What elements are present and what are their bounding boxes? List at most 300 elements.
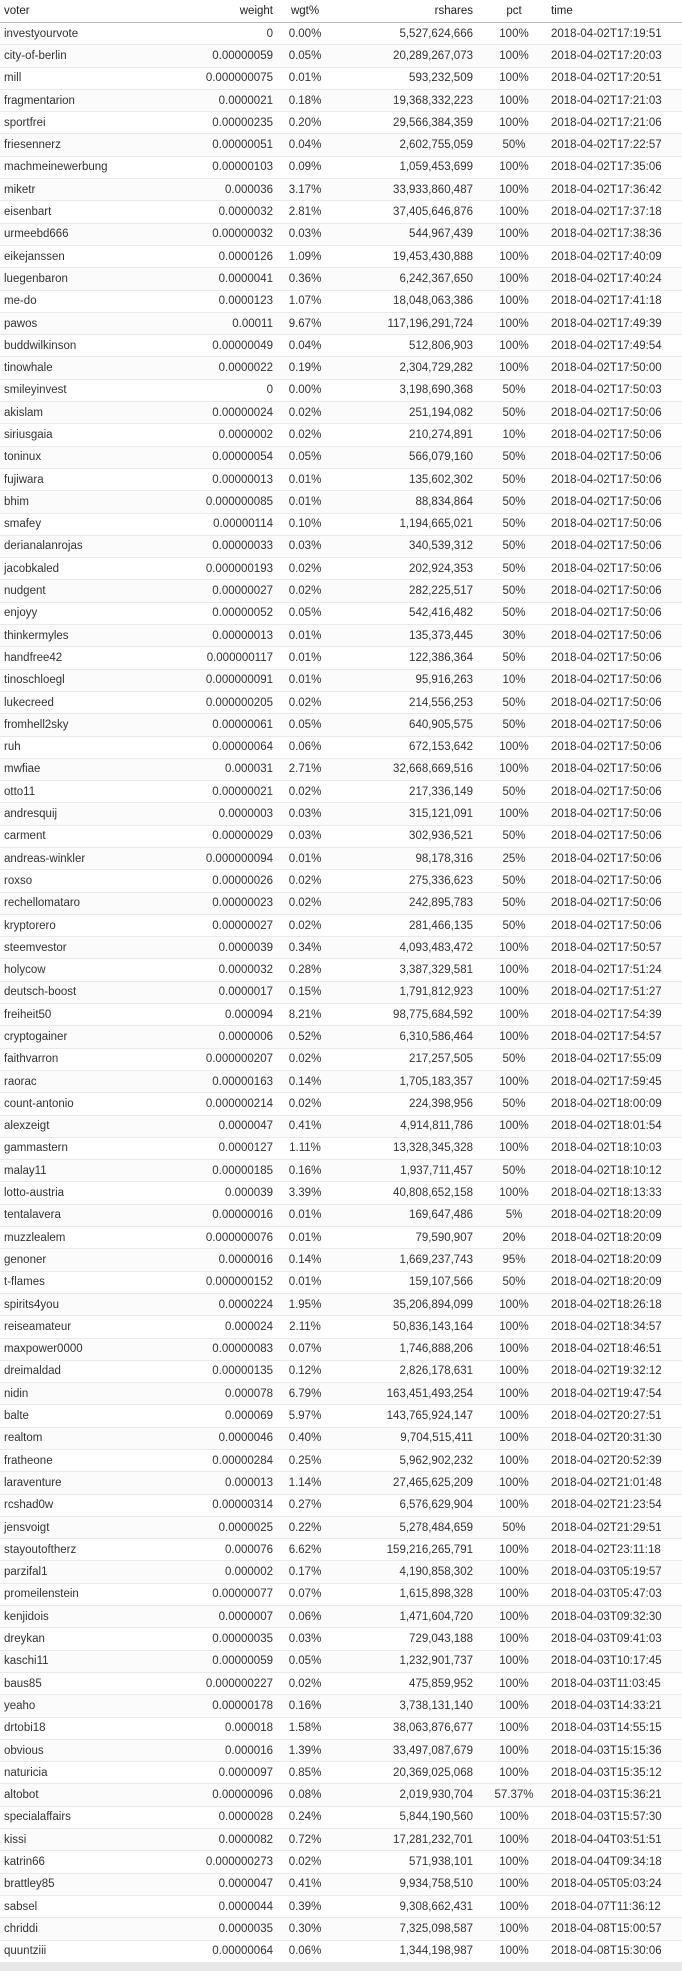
weight-cell: 0.00000059 [175,1650,277,1672]
weight-cell: 0.000000273 [175,1851,277,1873]
table-row [0,1739,682,1761]
voter-cell[interactable]: ruh [0,736,175,758]
weight-cell: 0.000000075 [175,67,277,89]
voter-cell[interactable]: count-antonio [0,1093,175,1115]
wgt-percent-cell: 1.09% [277,245,333,267]
pct-cell: 95% [485,1249,543,1271]
voter-cell[interactable]: faithvarron [0,1048,175,1070]
wgt-percent-cell: 0.01% [277,669,333,691]
voter-cell[interactable]: spirits4you [0,1293,175,1315]
voter-cell[interactable]: smileyinvest [0,379,175,401]
table-row [0,1271,682,1293]
wgt-percent-cell: 0.01% [277,1204,333,1226]
table-row [0,468,682,490]
wgt-percent-cell: 0.14% [277,1249,333,1271]
wgt-percent-cell: 0.01% [277,67,333,89]
wgt-percent-cell: 2.81% [277,201,333,223]
table-row [0,1137,682,1159]
table-row [0,134,682,156]
time-cell: 2018-04-02T17:21:03 [543,89,682,111]
horizontal-scrollbar[interactable] [0,1962,682,1971]
weight-cell: 0.000000193 [175,558,277,580]
table-row [0,1004,682,1026]
voter-cell[interactable]: freiheit50 [0,1004,175,1026]
voter-cell[interactable]: yeaho [0,1695,175,1717]
rshares-cell: 37,405,646,876 [333,201,485,223]
voter-cell[interactable]: sabsel [0,1895,175,1917]
pct-cell: 50% [485,513,543,535]
wgt-percent-cell: 0.02% [277,1048,333,1070]
voter-cell[interactable]: mill [0,67,175,89]
table-row [0,379,682,401]
pct-cell: 100% [485,1383,543,1405]
table-row [0,1895,682,1917]
rshares-cell: 20,369,025,068 [333,1762,485,1784]
wgt-percent-cell: 0.34% [277,937,333,959]
rshares-cell: 566,079,160 [333,446,485,468]
wgt-percent-cell: 3.17% [277,179,333,201]
voter-cell[interactable]: siriusgaia [0,424,175,446]
wgt-percent-cell: 3.39% [277,1182,333,1204]
pct-cell: 100% [485,1539,543,1561]
rshares-cell: 1,232,901,737 [333,1650,485,1672]
voter-cell[interactable]: parzifal1 [0,1561,175,1583]
time-cell: 2018-04-02T17:50:03 [543,379,682,401]
time-cell: 2018-04-02T17:50:06 [543,625,682,647]
time-cell: 2018-04-02T17:54:57 [543,1026,682,1048]
rshares-cell: 4,914,811,786 [333,1115,485,1137]
rshares-cell: 19,453,430,888 [333,245,485,267]
voter-cell[interactable]: baus85 [0,1672,175,1694]
voter-cell[interactable]: otto11 [0,781,175,803]
pct-cell: 50% [485,491,543,513]
rshares-cell: 9,308,662,431 [333,1895,485,1917]
pct-cell: 50% [485,379,543,401]
voter-cell[interactable]: jacobkaled [0,558,175,580]
voter-cell[interactable]: naturicia [0,1762,175,1784]
time-cell: 2018-04-02T17:50:06 [543,736,682,758]
table-row [0,23,682,45]
voter-cell[interactable]: tinowhale [0,357,175,379]
rshares-cell: 117,196,291,724 [333,312,485,334]
weight-cell: 0.00000178 [175,1695,277,1717]
time-cell: 2018-04-02T17:51:24 [543,959,682,981]
table-row [0,1717,682,1739]
table-row [0,1204,682,1226]
wgt-percent-cell: 0.14% [277,1070,333,1092]
voter-cell[interactable]: nudgent [0,580,175,602]
rshares-cell: 242,895,783 [333,892,485,914]
voter-cell[interactable]: andresquij [0,803,175,825]
pct-cell: 100% [485,1717,543,1739]
weight-cell: 0.0000044 [175,1895,277,1917]
table-row [0,535,682,557]
voter-cell[interactable]: kenjidois [0,1606,175,1628]
voter-cell[interactable]: quuntziii [0,1940,175,1962]
rshares-cell: 19,368,332,223 [333,89,485,111]
voter-cell[interactable]: deutsch-boost [0,981,175,1003]
voter-cell[interactable]: miketr [0,179,175,201]
voter-cell[interactable]: specialaffairs [0,1806,175,1828]
voter-cell[interactable]: t-flames [0,1271,175,1293]
wgt-percent-cell: 0.01% [277,468,333,490]
time-cell: 2018-04-02T18:34:57 [543,1316,682,1338]
voter-cell[interactable]: tentalavera [0,1204,175,1226]
voter-cell[interactable]: jensvoigt [0,1516,175,1538]
table-row [0,1695,682,1717]
table-row [0,112,682,134]
voter-cell[interactable]: cryptogainer [0,1026,175,1048]
voter-cell[interactable]: kaschi11 [0,1650,175,1672]
rshares-cell: 135,373,445 [333,625,485,647]
weight-header[interactable]: weight [175,0,277,23]
time-cell: 2018-04-02T17:38:36 [543,223,682,245]
weight-cell: 0.0000097 [175,1762,277,1784]
pct-cell: 100% [485,1695,543,1717]
rshares-cell: 9,704,515,411 [333,1427,485,1449]
table-row [0,981,682,1003]
wgt-percent-cell: 0.12% [277,1360,333,1382]
weight-cell: 0.00000059 [175,45,277,67]
voter-cell[interactable]: balte [0,1405,175,1427]
time-cell: 2018-04-02T21:23:54 [543,1494,682,1516]
weight-cell: 0.0000016 [175,1249,277,1271]
voter-cell[interactable]: me-do [0,290,175,312]
rshares-header[interactable]: rshares [333,0,485,23]
voter-cell[interactable]: derianalanrojas [0,535,175,557]
table-row [0,1650,682,1672]
voter-cell[interactable]: eikejanssen [0,245,175,267]
voter-cell[interactable]: fragmentarion [0,89,175,111]
table-row [0,1293,682,1315]
time-cell: 2018-04-03T15:36:21 [543,1784,682,1806]
weight-cell: 0 [175,23,277,45]
wgt-percent-cell: 0.02% [277,1672,333,1694]
voter-cell[interactable]: eisenbart [0,201,175,223]
voter-cell[interactable]: enjoyy [0,602,175,624]
time-cell: 2018-04-02T17:50:06 [543,446,682,468]
voter-cell[interactable]: stayoutoftherz [0,1539,175,1561]
voter-cell[interactable]: muzzlealem [0,1227,175,1249]
voter-cell[interactable]: dreykan [0,1628,175,1650]
pct-cell: 50% [485,134,543,156]
voter-cell[interactable]: carment [0,825,175,847]
voter-cell[interactable]: urmeebd666 [0,223,175,245]
voter-cell[interactable]: maxpower0000 [0,1338,175,1360]
pct-cell: 100% [485,1004,543,1026]
voter-cell[interactable]: rcshad0w [0,1494,175,1516]
voter-cell[interactable]: friesennerz [0,134,175,156]
weight-cell: 0.00000051 [175,134,277,156]
voter-cell[interactable]: investyourvote [0,23,175,45]
pct-cell: 50% [485,825,543,847]
pct-cell: 100% [485,1427,543,1449]
weight-cell: 0.000013 [175,1472,277,1494]
voter-header[interactable]: voter [0,0,175,23]
weight-cell: 0.000039 [175,1182,277,1204]
wgt-percent-cell: 0.00% [277,379,333,401]
time-cell: 2018-04-02T17:22:57 [543,134,682,156]
voter-cell[interactable]: handfree42 [0,647,175,669]
pct-cell: 100% [485,1338,543,1360]
table-row [0,625,682,647]
pct-header[interactable]: pct [485,0,543,23]
wgt-percent-cell: 0.15% [277,981,333,1003]
voter-cell[interactable]: brattley85 [0,1873,175,1895]
wgt-percent-cell: 0.01% [277,1271,333,1293]
time-cell: 2018-04-03T15:57:30 [543,1806,682,1828]
table-row [0,89,682,111]
table-row [0,1494,682,1516]
voter-cell[interactable]: luegenbaron [0,268,175,290]
time-cell: 2018-04-02T17:50:06 [543,513,682,535]
table-row [0,914,682,936]
voter-cell[interactable]: fromhell2sky [0,714,175,736]
weight-cell: 0.000031 [175,758,277,780]
voter-cell[interactable]: toninux [0,446,175,468]
time-cell: 2018-04-03T15:15:36 [543,1739,682,1761]
weight-cell: 0.0000025 [175,1516,277,1538]
voter-cell[interactable]: holycow [0,959,175,981]
table-row [0,602,682,624]
pct-cell: 100% [485,67,543,89]
wgt-percent-header[interactable]: wgt% [277,0,333,23]
weight-cell: 0.00000033 [175,535,277,557]
time-cell: 2018-04-02T21:01:48 [543,1472,682,1494]
time-cell: 2018-04-02T17:50:06 [543,402,682,424]
wgt-percent-cell: 0.03% [277,223,333,245]
weight-cell: 0.000069 [175,1405,277,1427]
table-row [0,1672,682,1694]
voter-cell[interactable]: fujiwara [0,468,175,490]
time-cell: 2018-04-02T17:20:03 [543,45,682,67]
voter-cell[interactable]: malay11 [0,1160,175,1182]
pct-cell: 100% [485,245,543,267]
wgt-percent-cell: 0.40% [277,1427,333,1449]
pct-cell: 100% [485,1672,543,1694]
voter-cell[interactable]: andreas-winkler [0,847,175,869]
time-cell: 2018-04-03T09:32:30 [543,1606,682,1628]
voter-cell[interactable]: roxso [0,870,175,892]
time-cell: 2018-04-02T18:20:09 [543,1271,682,1293]
voter-cell[interactable]: raorac [0,1070,175,1092]
table-row [0,290,682,312]
pct-cell: 100% [485,1940,543,1962]
time-cell: 2018-04-02T17:50:06 [543,691,682,713]
pct-cell: 50% [485,714,543,736]
voter-cell[interactable]: machmeinewerbung [0,156,175,178]
voter-cell[interactable]: city-of-berlin [0,45,175,67]
voter-cell[interactable]: alexzeigt [0,1115,175,1137]
voter-cell[interactable]: kissi [0,1829,175,1851]
voter-cell[interactable]: kryptorero [0,914,175,936]
voter-cell[interactable]: bhim [0,491,175,513]
time-cell: 2018-04-02T17:21:06 [543,112,682,134]
wgt-percent-cell: 0.04% [277,335,333,357]
pct-cell: 50% [485,402,543,424]
pct-cell: 100% [485,357,543,379]
weight-cell: 0.000036 [175,179,277,201]
pct-cell: 100% [485,89,543,111]
rshares-cell: 5,527,624,666 [333,23,485,45]
voter-cell[interactable]: drtobi18 [0,1717,175,1739]
pct-cell: 100% [485,803,543,825]
pct-cell: 20% [485,1227,543,1249]
weight-cell: 0.0000021 [175,89,277,111]
wgt-percent-cell: 0.02% [277,424,333,446]
voter-cell[interactable]: obvious [0,1739,175,1761]
rshares-cell: 13,328,345,328 [333,1137,485,1159]
rshares-cell: 282,225,517 [333,580,485,602]
voter-cell[interactable]: buddwilkinson [0,335,175,357]
voter-cell[interactable]: chriddi [0,1918,175,1940]
pct-cell: 100% [485,179,543,201]
time-cell: 2018-04-02T18:13:33 [543,1182,682,1204]
pct-cell: 100% [485,1450,543,1472]
voter-cell[interactable]: lukecreed [0,691,175,713]
time-cell: 2018-04-02T17:36:42 [543,179,682,201]
weight-cell: 0.000094 [175,1004,277,1026]
pct-cell: 100% [485,201,543,223]
voter-cell[interactable]: akislam [0,402,175,424]
voter-cell[interactable]: pawos [0,312,175,334]
rshares-cell: 122,386,364 [333,647,485,669]
voter-cell[interactable]: gammastern [0,1137,175,1159]
time-cell: 2018-04-02T18:01:54 [543,1115,682,1137]
time-cell: 2018-04-02T17:50:06 [543,803,682,825]
voter-cell[interactable]: altobot [0,1784,175,1806]
weight-cell: 0.00000163 [175,1070,277,1092]
voter-cell[interactable]: lotto-austria [0,1182,175,1204]
table-row [0,156,682,178]
weight-cell: 0.00000052 [175,602,277,624]
wgt-percent-cell: 0.02% [277,1851,333,1873]
time-cell: 2018-04-03T05:19:57 [543,1561,682,1583]
pct-cell: 100% [485,1739,543,1761]
rshares-cell: 33,933,860,487 [333,179,485,201]
weight-cell: 0.00000114 [175,513,277,535]
table-row [0,1182,682,1204]
voter-cell[interactable]: smafey [0,513,175,535]
wgt-percent-cell: 0.02% [277,781,333,803]
voter-cell[interactable]: steemvestor [0,937,175,959]
weight-cell: 0.0000046 [175,1427,277,1449]
voter-cell[interactable]: katrin66 [0,1851,175,1873]
time-header[interactable]: time [543,0,682,23]
time-cell: 2018-04-02T17:19:51 [543,23,682,45]
table-row [0,758,682,780]
voter-cell[interactable]: laraventure [0,1472,175,1494]
pct-cell: 100% [485,959,543,981]
pct-cell: 100% [485,1182,543,1204]
wgt-percent-cell: 0.05% [277,714,333,736]
weight-cell: 0.0000022 [175,357,277,379]
voter-cell[interactable]: realtom [0,1427,175,1449]
weight-cell: 0.0000017 [175,981,277,1003]
rshares-cell: 4,093,483,472 [333,937,485,959]
table-row [0,1583,682,1605]
table-row [0,179,682,201]
weight-cell: 0.00000061 [175,714,277,736]
weight-cell: 0.00000027 [175,580,277,602]
pct-cell: 100% [485,1918,543,1940]
weight-cell: 0.000076 [175,1539,277,1561]
table-row [0,1427,682,1449]
voter-cell[interactable]: sportfrei [0,112,175,134]
voter-cell[interactable]: reiseamateur [0,1316,175,1338]
time-cell: 2018-04-02T18:46:51 [543,1338,682,1360]
voter-cell[interactable]: tinoschloegl [0,669,175,691]
time-cell: 2018-04-02T18:26:18 [543,1293,682,1315]
table-row [0,1472,682,1494]
time-cell: 2018-04-03T05:47:03 [543,1583,682,1605]
weight-cell: 0.00000185 [175,1160,277,1182]
voter-cell[interactable]: genoner [0,1249,175,1271]
voter-cell[interactable]: dreimaldad [0,1360,175,1382]
rshares-cell: 98,178,316 [333,847,485,869]
rshares-cell: 143,765,924,147 [333,1405,485,1427]
table-row [0,1516,682,1538]
wgt-percent-cell: 2.71% [277,758,333,780]
voter-cell[interactable]: promeilenstein [0,1583,175,1605]
wgt-percent-cell: 0.01% [277,491,333,513]
weight-cell: 0.0000006 [175,1026,277,1048]
pct-cell: 100% [485,1606,543,1628]
pct-cell: 100% [485,1628,543,1650]
time-cell: 2018-04-02T23:11:18 [543,1539,682,1561]
rshares-cell: 217,336,149 [333,781,485,803]
wgt-percent-cell: 0.03% [277,803,333,825]
pct-cell: 50% [485,602,543,624]
rshares-cell: 33,497,087,679 [333,1739,485,1761]
time-cell: 2018-04-08T15:00:57 [543,1918,682,1940]
weight-cell: 0.00000013 [175,625,277,647]
table-row [0,847,682,869]
voter-cell[interactable]: mwfiae [0,758,175,780]
weight-cell: 0.000000085 [175,491,277,513]
rshares-cell: 251,194,082 [333,402,485,424]
table-row [0,45,682,67]
time-cell: 2018-04-02T17:50:06 [543,558,682,580]
wgt-percent-cell: 8.21% [277,1004,333,1026]
wgt-percent-cell: 1.07% [277,290,333,312]
wgt-percent-cell: 0.16% [277,1695,333,1717]
rshares-cell: 5,278,484,659 [333,1516,485,1538]
voter-cell[interactable]: rechellomataro [0,892,175,914]
pct-cell: 50% [485,468,543,490]
weight-cell: 0.00000026 [175,870,277,892]
table-row [0,1405,682,1427]
voter-cell[interactable]: nidin [0,1383,175,1405]
time-cell: 2018-04-03T14:55:15 [543,1717,682,1739]
table-row [0,491,682,513]
voter-cell[interactable]: thinkermyles [0,625,175,647]
wgt-percent-cell: 0.01% [277,625,333,647]
rshares-cell: 17,281,232,701 [333,1829,485,1851]
table-row [0,1249,682,1271]
weight-cell: 0.0000032 [175,959,277,981]
rshares-cell: 163,451,493,254 [333,1383,485,1405]
weight-cell: 0.00000035 [175,1628,277,1650]
time-cell: 2018-04-02T17:40:09 [543,245,682,267]
table-row [0,714,682,736]
rshares-cell: 302,936,521 [333,825,485,847]
voter-cell[interactable]: fratheone [0,1450,175,1472]
pct-cell: 100% [485,1895,543,1917]
rshares-cell: 1,746,888,206 [333,1338,485,1360]
time-cell: 2018-04-03T09:41:03 [543,1628,682,1650]
time-cell: 2018-04-02T17:40:24 [543,268,682,290]
